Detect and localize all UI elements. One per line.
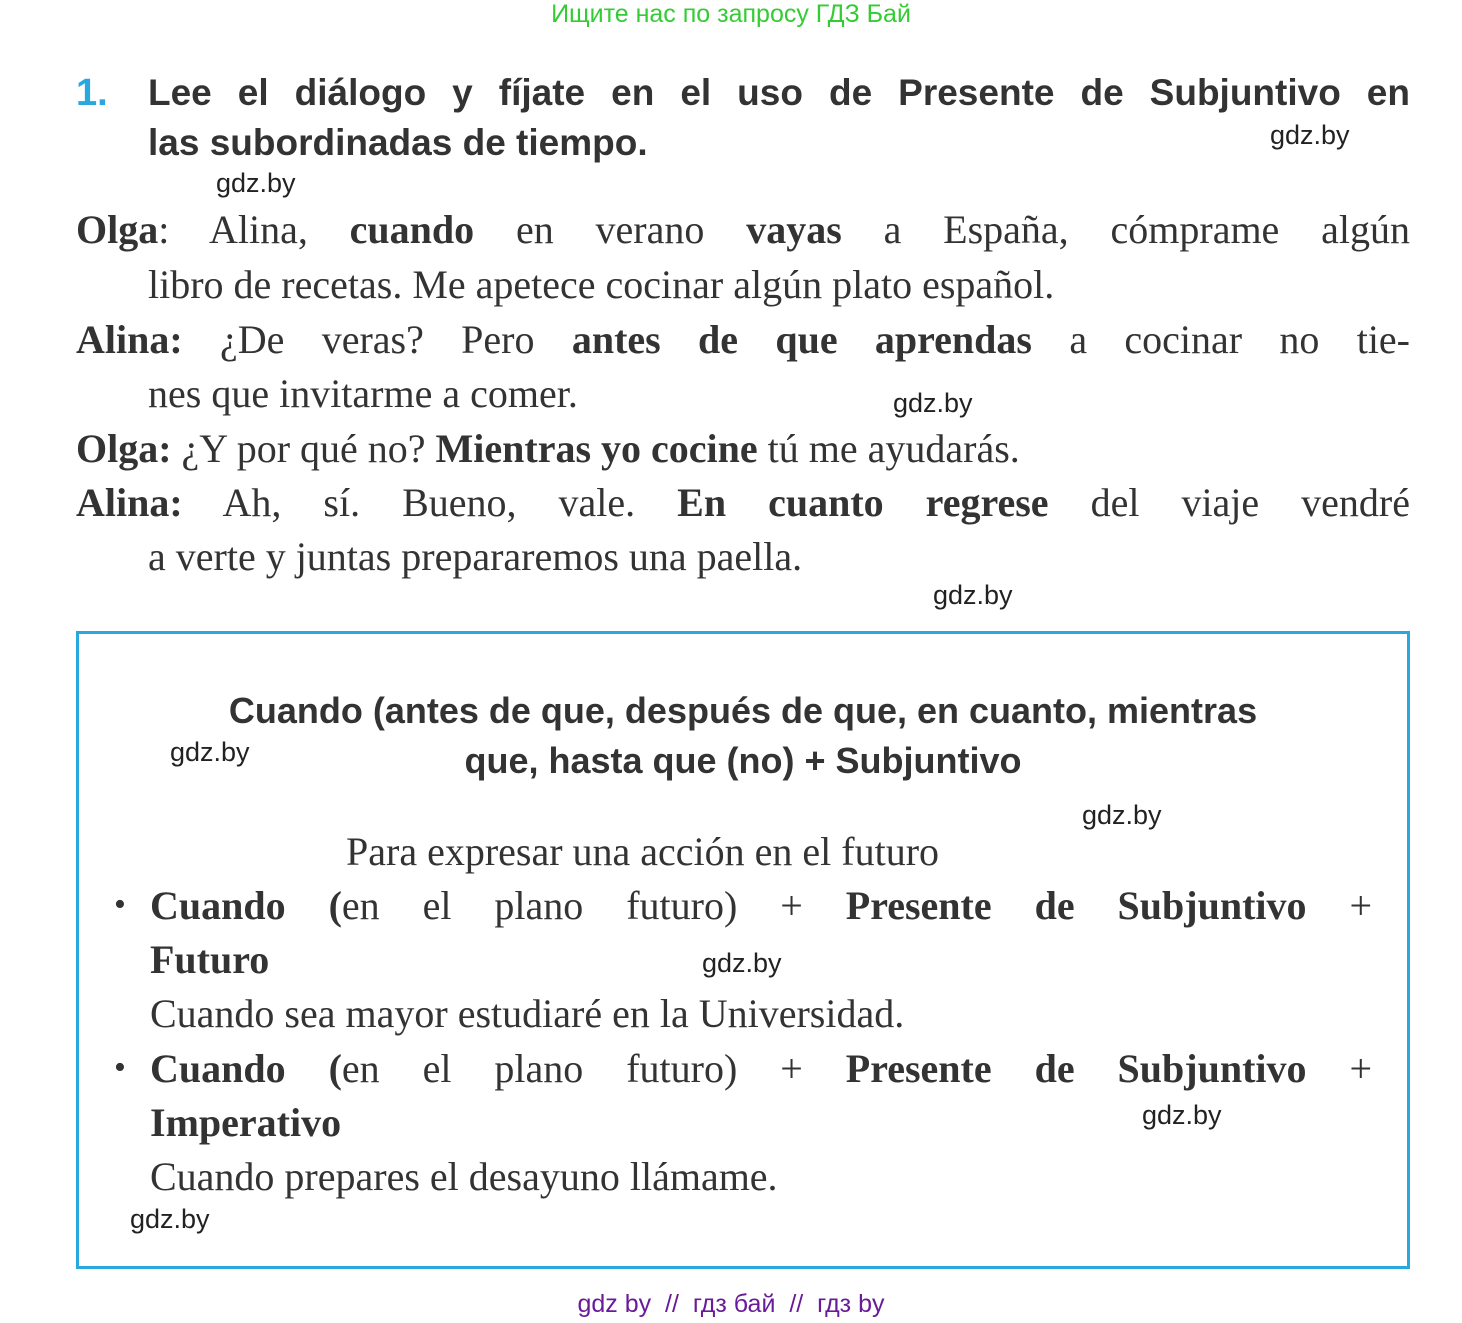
watermark: gdz.by	[702, 948, 782, 978]
dialogue-line-alina-1: Alina: ¿De veras? Pero antes de que aprendas a cocinar no tie-	[76, 317, 1411, 362]
rule-heading-line1: Cuando (antes de que, después de que, en cuanto, mientras	[228, 690, 1258, 731]
exercise-number: 1.	[76, 72, 108, 114]
watermark: gdz.by	[130, 1204, 210, 1234]
rule-item-1-example: Cuando sea mayor estudiaré en la Universidad.	[150, 991, 905, 1036]
rule-purpose: Para expresar una acción en el futuro	[346, 829, 940, 874]
speaker-name: Olga	[76, 207, 159, 252]
speaker-name: Alina:	[76, 317, 183, 362]
top-banner: Ищите нас по запросу ГДЗ Бай	[551, 0, 911, 28]
rule-item-2-formula-end: Imperativo	[150, 1100, 342, 1145]
speaker-name: Olga:	[76, 426, 172, 471]
watermark: gdz.by	[1082, 800, 1162, 830]
dialogue-line-olga-1-cont: libro de recetas. Me apetece cocinar algún plato español.	[148, 262, 1055, 307]
watermark: gdz.by	[1270, 120, 1350, 150]
bullet-icon: •	[114, 886, 126, 923]
dialogue-line-olga-1: Olga: Alina, cuando en verano vayas a España, cómprame algún	[76, 207, 1410, 252]
dialogue-line-alina-1-cont: nes que invitarme a comer.	[148, 371, 578, 416]
rule-item-1-formula-end: Futuro	[150, 937, 270, 982]
bullet-icon: •	[114, 1049, 126, 1086]
watermark: gdz.by	[1142, 1100, 1222, 1130]
dialogue-line-alina-2: Alina: Ah, sí. Bueno, vale. En cuanto regrese del viaje vendré	[76, 480, 1411, 525]
exercise-title-line1: Lee el diálogo y fíjate en el uso de Presente de Subjuntivo en	[148, 72, 1410, 113]
exercise-title-line2: las subordinadas de tiempo.	[148, 122, 648, 163]
watermark: gdz.by	[216, 168, 296, 198]
watermark: gdz.by	[170, 737, 250, 767]
speaker-name: Alina:	[76, 480, 183, 525]
rule-heading-line2: que, hasta que (no) + Subjuntivo	[464, 740, 1022, 781]
rule-item-1-formula: Cuando (en el plano futuro) + Presente de Subjuntivo +	[150, 883, 1373, 928]
dialogue-line-alina-2-cont: a verte y juntas prepararemos una paella.	[148, 534, 803, 579]
watermark: gdz.by	[933, 580, 1013, 610]
rule-item-2-example: Cuando prepares el desayuno llámame.	[150, 1154, 778, 1199]
watermark: gdz.by	[893, 388, 973, 418]
dialogue-line-olga-2: Olga: ¿Y por qué no? Mientras yo cocine tú me ayudarás.	[76, 426, 1020, 471]
rule-item-2-formula: Cuando (en el plano futuro) + Presente de Subjuntivo +	[150, 1046, 1373, 1091]
footer-links[interactable]: gdz by // гдз бай // гдз by	[577, 1290, 885, 1318]
